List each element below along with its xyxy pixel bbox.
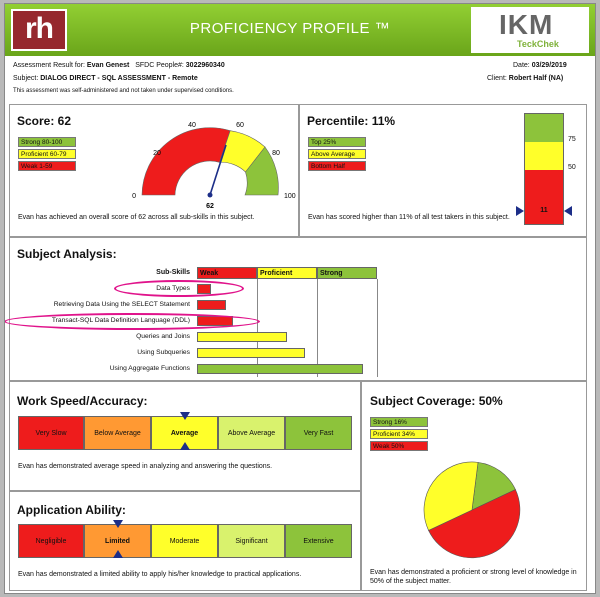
subject-analysis-title: Subject Analysis: xyxy=(17,247,117,261)
percentile-band-above xyxy=(525,142,563,170)
date-line: Date: 03/29/2019 xyxy=(513,62,567,69)
skill-label: Queries and Joins xyxy=(136,333,190,340)
score-note: Evan has achieved an overall score of 62 across all sub-skills in this subject. xyxy=(18,214,255,221)
report-page xyxy=(4,3,596,594)
marker-right-arrow xyxy=(564,206,572,216)
percentile-band-bottom xyxy=(525,170,563,224)
report-date: 03/29/2019 xyxy=(531,62,567,69)
gauge-tick-80: 80 xyxy=(272,150,280,157)
disclaimer: This assessment was self-administered and not taken under supervised conditions. xyxy=(13,88,234,94)
percentile-marker-value: 11 xyxy=(540,206,548,214)
percentile-section xyxy=(299,104,587,237)
ability-limited: Limited xyxy=(84,524,151,558)
legend-coverage-strong: Strong 16% xyxy=(370,417,428,427)
gauge-weak-band xyxy=(142,128,230,195)
sfdc-number: 3022960340 xyxy=(185,62,225,69)
grid-line xyxy=(257,279,258,377)
skill-label: Data Types xyxy=(156,285,190,292)
client-name: Robert Half (NA) xyxy=(508,75,564,82)
score-gauge xyxy=(130,115,300,213)
legend-top-25: Top 25% xyxy=(308,137,366,147)
gauge-tick-40: 40 xyxy=(188,122,196,129)
work-speed-title: Work Speed/Accuracy: xyxy=(17,394,148,408)
score-section xyxy=(9,104,299,237)
report-header xyxy=(5,4,596,56)
gauge-pivot xyxy=(208,193,213,198)
legend-bottom-half: Bottom Half xyxy=(308,161,366,171)
skill-bar xyxy=(197,332,287,342)
result-line: Assessment Result for: Evan Genest SFDC People#: 3022960340 xyxy=(13,62,225,69)
application-ability-note: Evan has demonstrated a limited ability to apply his/her knowledge to practical applications. xyxy=(18,571,302,578)
highlight-oval-ddl xyxy=(4,313,260,330)
speed-very-slow: Very Slow xyxy=(18,416,84,450)
percentile-mark-50: 50 xyxy=(568,164,576,171)
robert-half-logo: rh xyxy=(11,9,67,51)
speed-above-average: Above Average xyxy=(218,416,285,450)
speed-marker-bottom xyxy=(180,442,190,450)
ikm-logo xyxy=(471,7,589,53)
ability-extensive: Extensive xyxy=(285,524,352,558)
legend-proficient: Proficient 60-79 xyxy=(18,149,76,159)
skill-label: Retrieving Data Using the SELECT Statement xyxy=(53,301,190,308)
percentile-title: Percentile: 11% xyxy=(307,114,396,128)
speed-marker-top xyxy=(180,412,190,420)
ikm-logo-text: IKM xyxy=(499,9,554,40)
grid-line xyxy=(377,279,378,377)
sub-skills-header: Sub-Skills xyxy=(156,269,190,276)
ability-moderate: Moderate xyxy=(151,524,218,558)
subject-coverage-title: Subject Coverage: 50% xyxy=(370,394,503,408)
work-speed-note: Evan has demonstrated average speed in analyzing and answering the questions. xyxy=(18,463,273,470)
grid-line xyxy=(317,279,318,377)
subject-name: DIALOG DIRECT - SQL ASSESSMENT - Remote xyxy=(40,75,198,82)
skill-bar xyxy=(197,300,226,310)
skill-bar xyxy=(197,348,305,358)
application-ability-section xyxy=(9,491,361,591)
percentile-band-top xyxy=(525,114,563,142)
client-line: Client: Robert Half (NA) xyxy=(487,75,564,82)
legend-weak: Weak 1-59 xyxy=(18,161,76,171)
gauge-tick-0: 0 xyxy=(132,193,136,200)
subject-analysis-section xyxy=(9,237,587,381)
score-title: Score: 62 xyxy=(17,114,72,128)
column-weak: Weak xyxy=(197,267,257,279)
gauge-tick-60: 60 xyxy=(236,122,244,129)
percentile-note: Evan has scored higher than 11% of all test takers in this subject. xyxy=(308,214,510,221)
ability-negligible: Negligible xyxy=(18,524,84,558)
legend-strong: Strong 80-100 xyxy=(18,137,76,147)
skill-label: Using Aggregate Functions xyxy=(109,365,190,372)
legend-coverage-proficient: Proficient 34% xyxy=(370,429,428,439)
work-speed-section xyxy=(9,381,361,491)
gauge-tick-100: 100 xyxy=(284,193,296,200)
subject-coverage-note: Evan has demonstrated a proficient or strong level of knowledge in 50% of the subject matter. xyxy=(370,569,577,585)
coverage-pie-chart xyxy=(422,460,522,560)
gauge-tick-20: 20 xyxy=(153,150,161,157)
speed-below-average: Below Average xyxy=(84,416,151,450)
highlight-oval-data-types xyxy=(114,280,244,297)
speed-very-fast: Very Fast xyxy=(285,416,352,450)
column-proficient: Proficient xyxy=(257,267,317,279)
gauge-value-label: 62 xyxy=(206,203,214,210)
skill-label: Using Subqueries xyxy=(137,349,190,356)
ability-marker-bottom xyxy=(113,550,123,558)
application-ability-title: Application Ability: xyxy=(17,503,126,517)
percentile-mark-75: 75 xyxy=(568,136,576,143)
ability-significant: Significant xyxy=(218,524,285,558)
teckchek-logo-text: TeckChek xyxy=(517,39,559,49)
subject-line: Subject: DIALOG DIRECT - SQL ASSESSMENT - Remote xyxy=(13,75,198,82)
percentile-marker xyxy=(516,206,572,216)
speed-average: Average xyxy=(151,416,218,450)
skill-label: Transact-SQL Data Definition Language (DDL) xyxy=(51,317,190,324)
column-strong: Strong xyxy=(317,267,377,279)
candidate-name: Evan Genest xyxy=(86,62,130,69)
legend-coverage-weak: Weak 50% xyxy=(370,441,428,451)
report-title: PROFICIENCY PROFILE ™ xyxy=(189,20,391,37)
skill-bar xyxy=(197,364,363,374)
legend-above-average: Above Average xyxy=(308,149,366,159)
ability-marker-top xyxy=(113,520,123,528)
subject-coverage-section xyxy=(361,381,587,591)
assessment-info xyxy=(13,62,589,102)
